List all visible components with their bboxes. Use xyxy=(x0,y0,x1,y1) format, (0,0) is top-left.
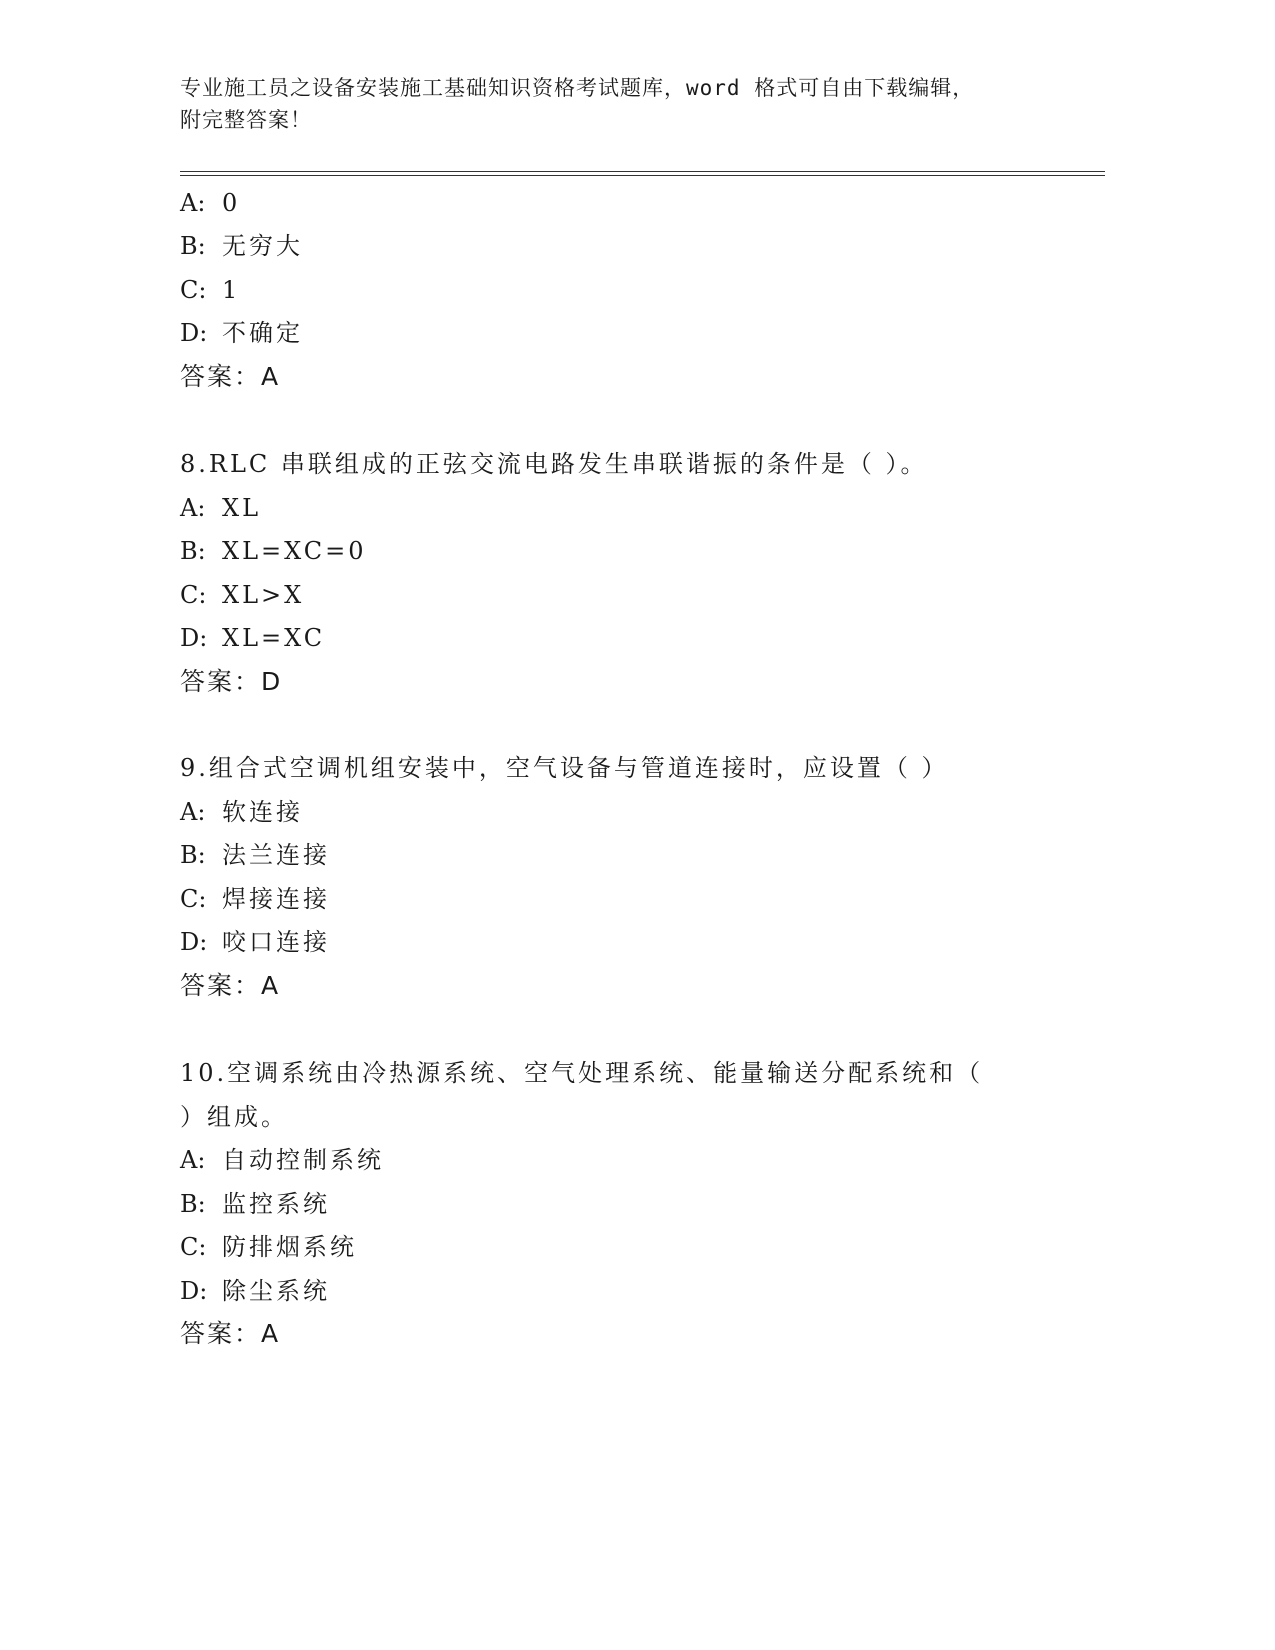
option-label: D: xyxy=(180,319,208,347)
option-text: 法兰连接 xyxy=(222,841,330,869)
document-header xyxy=(180,72,1060,136)
q9-question: 9.组合式空调机组安装中，空气设备与管道连接时，应设置（ ） xyxy=(180,754,949,782)
option-label: A: xyxy=(180,1146,206,1174)
option-label: C: xyxy=(180,1233,207,1261)
q10-option-a xyxy=(180,1145,384,1175)
option-text: 咬口连接 xyxy=(222,928,330,956)
q7-answer: 答案：A xyxy=(180,362,281,391)
option-text: XL xyxy=(222,494,262,522)
option-text: 焊接连接 xyxy=(222,885,330,913)
q7-option-a xyxy=(180,188,240,218)
q8-option-d xyxy=(180,623,325,653)
option-label: A: xyxy=(180,189,206,217)
option-text: 1 xyxy=(222,276,241,304)
header-line-1: 专业施工员之设备安装施工基础知识资格考试题库，word 格式可自由下载编辑， xyxy=(180,76,975,100)
option-text: 监控系统 xyxy=(222,1190,330,1218)
option-label: D: xyxy=(180,624,208,652)
q9-option-d xyxy=(180,927,330,957)
q8-question: 8.RLC 串联组成的正弦交流电路发生串联谐振的条件是（ ）。 xyxy=(180,450,928,478)
option-label: A: xyxy=(180,494,206,522)
option-label: C: xyxy=(180,581,207,609)
q8-answer: 答案：D xyxy=(180,667,283,696)
q8-option-c xyxy=(180,580,304,610)
option-label: B: xyxy=(180,841,206,869)
option-label: A: xyxy=(180,798,206,826)
option-text: XL=XC=0 xyxy=(222,537,367,565)
q7-option-c xyxy=(180,275,240,305)
option-text: 防排烟系统 xyxy=(222,1233,357,1261)
option-text: 软连接 xyxy=(222,798,303,826)
option-text: 0 xyxy=(222,189,241,217)
option-label: B: xyxy=(180,537,206,565)
q7-option-b xyxy=(180,231,303,261)
q9-option-c xyxy=(180,884,330,914)
option-label: D: xyxy=(180,1277,208,1305)
option-text: 除尘系统 xyxy=(222,1277,330,1305)
header-line-2: 附完整答案！ xyxy=(180,108,312,132)
option-label: C: xyxy=(180,276,207,304)
q10-question-line-1: 10.空调系统由冷热源系统、空气处理系统、能量输送分配系统和（ xyxy=(180,1059,984,1087)
q9-option-b xyxy=(180,840,330,870)
option-label: C: xyxy=(180,885,207,913)
q7-option-d xyxy=(180,318,303,348)
q10-option-d xyxy=(180,1276,330,1306)
q8-option-b xyxy=(180,536,367,566)
option-label: D: xyxy=(180,928,208,956)
header-divider-top xyxy=(180,171,1105,172)
q10-answer: 答案：A xyxy=(180,1319,281,1348)
q9-answer: 答案：A xyxy=(180,971,281,1000)
option-text: 无穷大 xyxy=(222,232,303,260)
q9-option-a xyxy=(180,797,303,827)
option-text: XL>X xyxy=(222,581,305,609)
option-text: 自动控制系统 xyxy=(222,1146,384,1174)
q10-option-c xyxy=(180,1232,357,1262)
option-text: XL=XC xyxy=(222,624,326,652)
option-label: B: xyxy=(180,1190,206,1218)
q10-option-b xyxy=(180,1189,330,1219)
q8-option-a xyxy=(180,493,261,523)
option-text: 不确定 xyxy=(222,319,303,347)
option-label: B: xyxy=(180,232,206,260)
header-divider-bottom xyxy=(180,175,1105,176)
q10-question-line-2: ）组成。 xyxy=(180,1103,288,1131)
